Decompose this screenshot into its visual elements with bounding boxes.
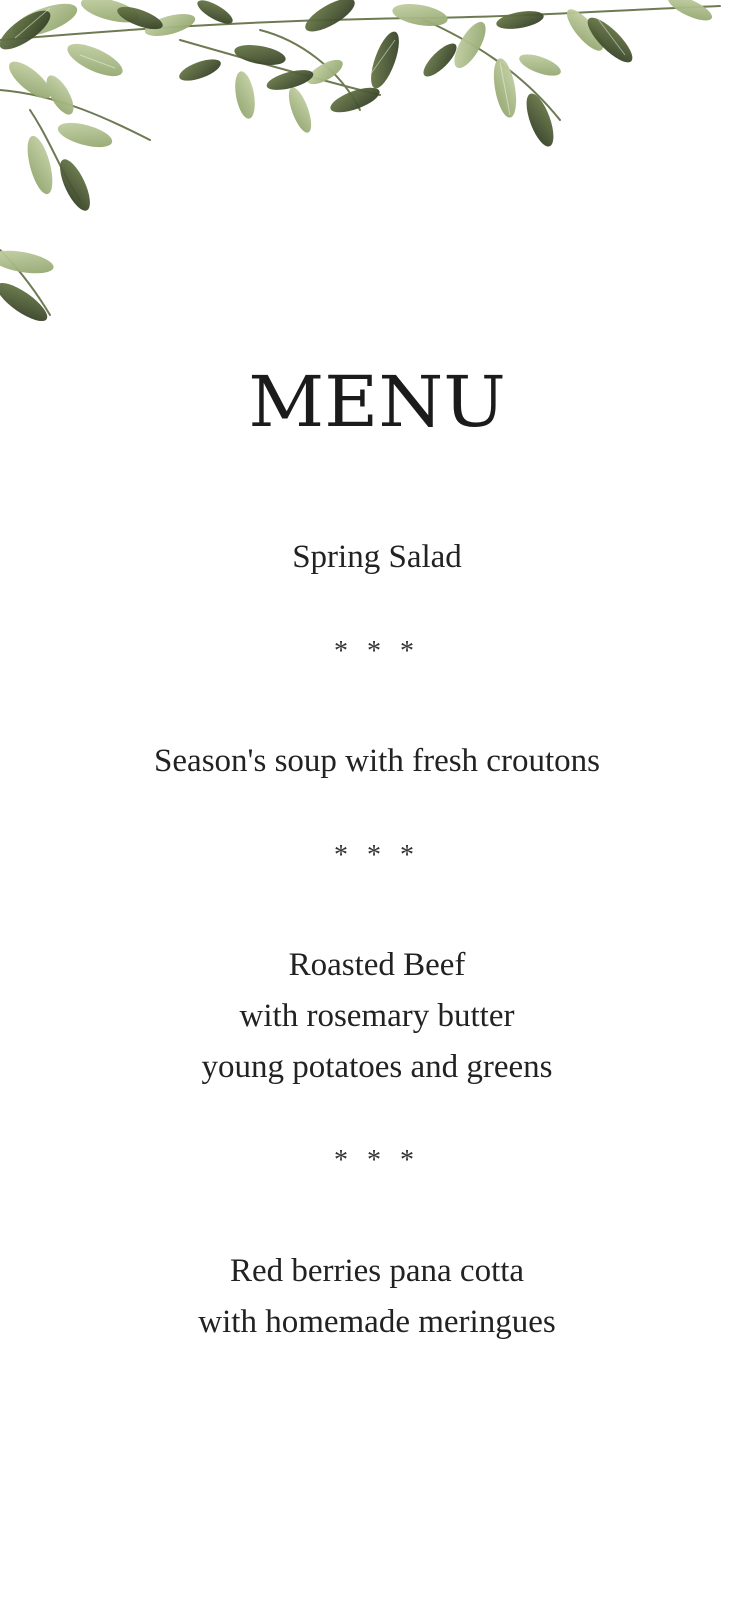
foliage-garland-icon	[0, 0, 754, 340]
course-line: with rosemary butter	[239, 998, 515, 1034]
course-main	[0, 940, 754, 1093]
course-line: Roasted Beef	[288, 947, 466, 983]
course-soup	[0, 736, 754, 787]
course-dessert	[0, 1246, 754, 1348]
course-separator: * * *	[334, 1145, 420, 1176]
course-starter	[0, 532, 754, 583]
course-line: young potatoes and greens	[201, 1049, 553, 1085]
course-line: Spring Salad	[292, 539, 462, 575]
course-line: with homemade meringues	[198, 1304, 556, 1340]
course-separator: * * *	[334, 636, 420, 667]
course-line: Season's soup with fresh croutons	[154, 743, 600, 779]
course-line: Red berries pana cotta	[229, 1253, 525, 1289]
course-separator: * * *	[334, 840, 420, 871]
menu-title: MENU	[248, 361, 506, 443]
